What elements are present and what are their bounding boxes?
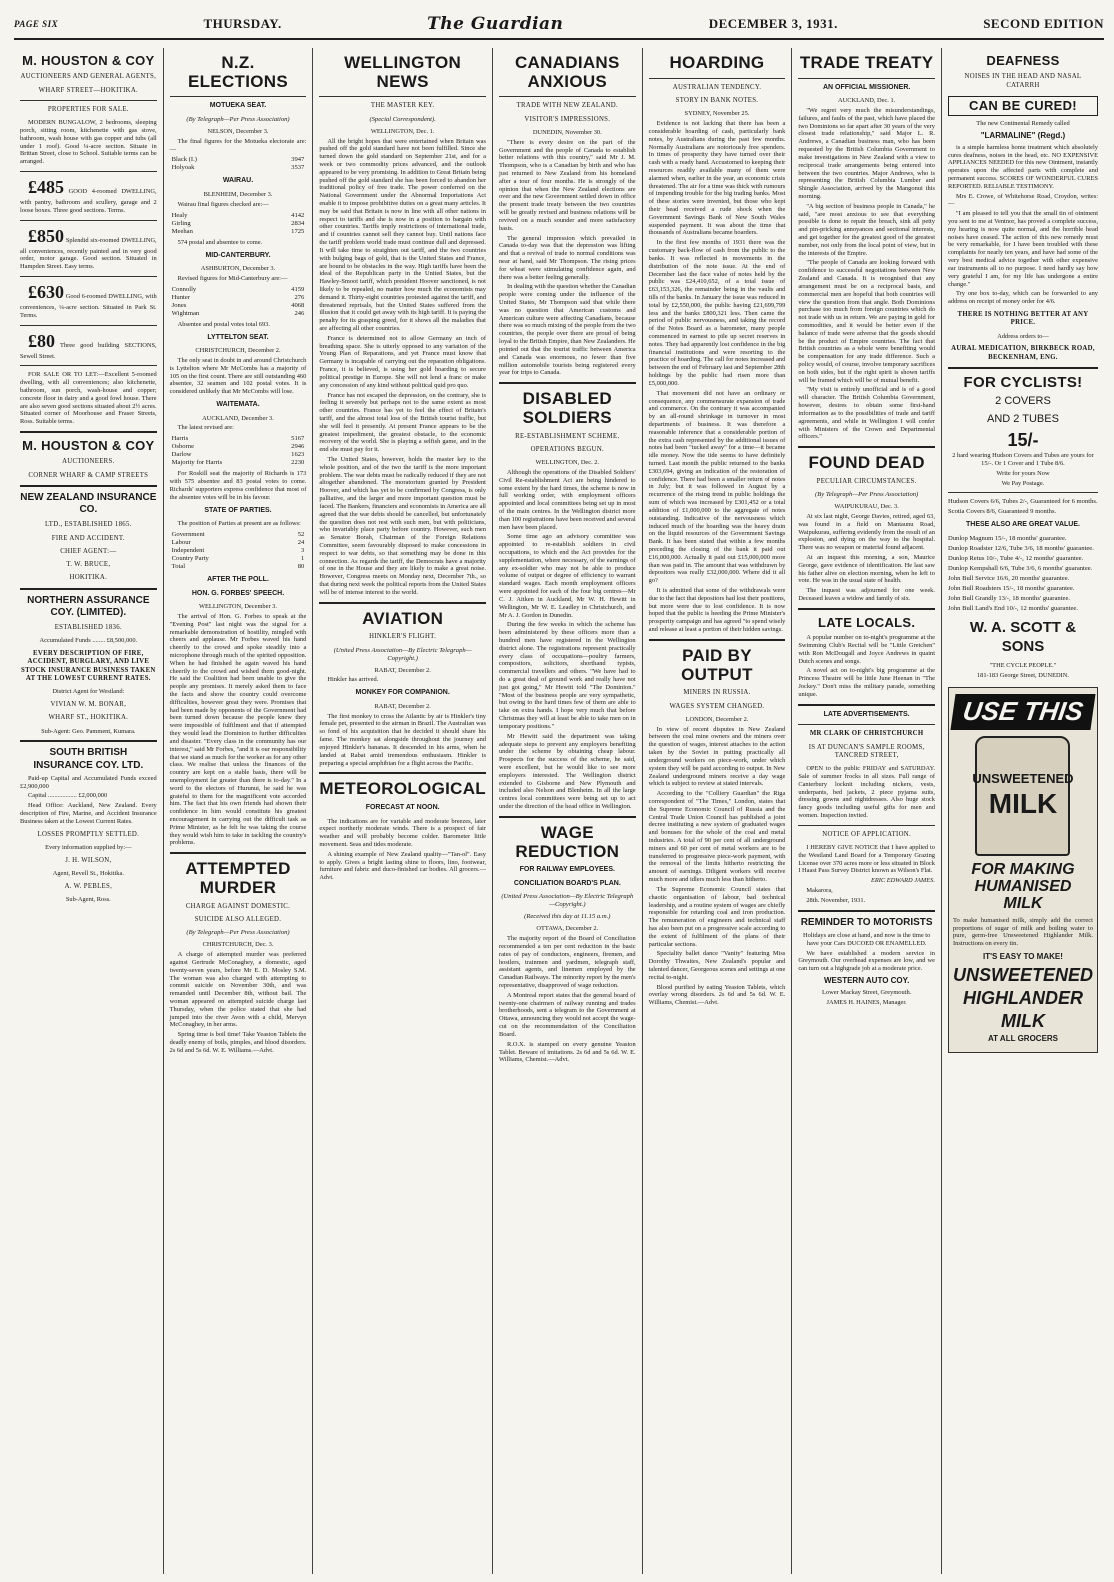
ad-cyclists: FOR CYCLISTS! 2 COVERS AND 2 TUBES 15/- 2 hard wearing Hudson Covers and Tubes are yours for 15/-. Or 1 Cover and 1 Tube 8/6. Write for yours Now We Pay Postage. Hudson Covers 6/6, Tubes 2/-, Guaranteed for 6 months. Scotia Covers 8/6, Guaranteed 9 months. THESE ALSO ARE GREAT VALUE. Dunlop Magnum 15/-, 18 months' guarantee. Dunlop Roadster 12/6, Tube 3/6, 18 months' guarantee. Dunlop Retus 10/-, Tube 4/-, 12 months' guarantee. Dunlop Kempshall 6/6, Tube 3/6, 6 months' guarantee. John Bull Service 16/6, 20 months' guarantee. John Bull Roadsters 15/-, 18 months' guarantee. John Bull Grandly 13/-, 18 months' guarantee. John Bull Land's End 10/-, 12 months' guarantee. W. A. SCOTT & SONS "THE CYCLE PEOPLE." 181-183 George Street, DUNEDIN. — [947, 373, 1098, 679]
candidate-name: Total — [171, 563, 186, 570]
vote-count: 1725 — [291, 227, 305, 235]
ad-south-british-title: SOUTH BRITISH INSURANCE COY. LTD. — [33, 747, 144, 771]
candidate-name: Holyoak — [171, 164, 195, 172]
candidate-name: Labour — [171, 538, 191, 546]
candidate-name: Harris — [171, 435, 189, 443]
candidate-name: Government — [171, 530, 205, 538]
results-row — [170, 164, 307, 172]
headline-attempted-murder: ATTEMPTED MURDER — [185, 859, 291, 897]
vote-count: 4159 — [291, 285, 305, 293]
vote-count: 276 — [294, 293, 305, 301]
vote-count: 246 — [294, 309, 305, 317]
milk-tin-icon: UNSWEETENED MILK — [975, 736, 1070, 856]
issue-day: THURSDAY. — [203, 16, 282, 32]
vote-count: 52 — [297, 530, 305, 538]
candidate-name: Black (I.) — [171, 156, 197, 164]
results-row — [170, 443, 307, 451]
results-row — [170, 539, 307, 547]
results-row — [170, 156, 307, 164]
candidate-name: Hunter — [171, 293, 190, 301]
headline-paid-by-output: PAID BY OUTPUT — [681, 645, 753, 684]
column-2: N.Z. ELECTIONS MOTUEKA SEAT. (By Telegraph—Per Press Association) NELSON, December 3. The final figures for the Motueka electorate are:— Black (I.) 3947 Holyoak 3537 WAIRAU. BLENHEIM, December 3. Wairau final figures checked are:— Healy 4142 Girling 2834 Meehan 1725 574 postal and absentee to come. MID-CANTERBURY. ASHBURTON, December 3. Revised figures for Mid-Canterbury are:— Connolly 4159 Hunter 276 Jones 4068 Wightman 246 Absentee and postal votes total 693. LYTTELTON SEAT. CHRISTCHURCH, December 2. The only seat in doubt in and around Christchurch is Lyttelton where Mr McCombs has a majority of 105 on the first count. There are still outstanding 460 absentee, 32 seamen and 102 postal votes. It is considered unlikely that Mr McCombs will lose. WAITEMATA. AUCKLAND, December 3. The latest revised are: Harris 5167 Osborne 2946 Darlow 1623 Majority for Harris 2230 For Roskill seat the majority of Richards is 173 with 575 absentee and 83 postal votes to come. Richards' supporters express confidence that most of the absentee votes will be in his favour. STATE OF PARTIES. The position of Parties at present are as follows: Government 52 Labour 24 Independent 3 Country Party 1 Total 80 AFTER THE POLL. HON. G. FORBES' SPEECH. WELLINGTON, December 3. The arrival of Hon. G. Forbes to speak at the "Evening Post" last night was the signal for a remarkable demonstration of hostility, mingled with cheers and applause. Mr Forbes waved his hand cheerily to the crowd and spoke steadily into a microphone through much of the spirited opposition. When he had finished he again waved his hand cheerily to the crowd and wished them good-night. He said the Coalition had been unable to give the people any promises. It merely asked them to face the facts and show the country could overcome difficulties, however great they were. Promises that had been made by opponents of the Government had been turned down because the people knew they were impossible of fulfilment and that if attempted they would lead the Dominion to further difficulties and disaster. "Every class in the community has our interest," said Mr Forbes, "and it is our responsibility that we stand as much for the worker as for any other class. We realise that unless the finances of the country are kept on a stable basis, there will be unemployment far greater than there is to-day." In a word to the electors of Hurunui, he said he was grateful to them for the magnificent vote accorded him. The fact that his own friends had shown their confidence in him would constitute his greatest encouragement in carrying out the difficult task as Prime Minister, as he felt he was taking the course they would wish him to take in tackling the country's problems. ATTEMPTED MURDER CHARGE AGAINST DOMESTIC. SUICIDE ALSO ALLEGED. (By Telegraph—Per Press Association) CHRISTCHURCH, Dec. 3. A charge of attempted murder was preferred against Gertrude McConaghey, a domestic, aged twenty-seven years, before Mr E. D. Mosley S.M. The woman was also charged with attempting to commit suicide on November 30th, and was remanded until December 8th, without bail. The woman appeared on attempted suicide charge last Thursday, when the police stated that she had jumped into the river Avon with a child, Mervyn McConaghey, in her arms. Spring time is boil time! Take Yeaston Tablets the deadly enemy of boils, pimples, and blood disorders. 2s 6d and 5s 6d. W. E. Williams.—Advt. — [164, 48, 314, 1574]
vote-count: 2230 — [291, 459, 305, 467]
results-row — [170, 451, 307, 459]
candidate-name: Majority for Harris — [171, 459, 223, 467]
results-table — [170, 531, 307, 571]
results-row — [170, 435, 307, 443]
column-4: CANADIANS ANXIOUS TRADE WITH NEW ZEALAND. VISITOR'S IMPRESSIONS. DUNEDIN, November 30. "There is every desire on the part of the Government and the people of Canada to establish better relations with this country," said Mr J. M. Thompson, who is a Canadian by birth and who has just returned to New Zealand from his homeland after a tour of four months. He is strongly of the opinion that when the New Zealand elections are over and the new Government settled down in office the present trade treaty between the two countries will be greatly revised and business relations will be revived on a much sounder and more satisfactory basis. The general impression which prevailed in Canada to-day was that the depression was lifting and that a revival of trade to normal conditions was near at hand, said Mr Thompson. The rising prices for wheat were stimulating confidence again, and there was a better feeling generally. In dealing with the question whether the Canadian people were coming under the influence of the United States, Mr Thompson said that while there was no question that American customs and American culture were affecting Canadians, because there was so much mixing of the people from the two countries, the people over there are proud of being loyal to the British Empire, than New Zealanders. He pointed out that the tourist traffic between America and Canada was enormous, no fewer than five million automobile tourists being registered every year for trips to Canada. DISABLED SOLDIERS RE-ESTABLISHMENT SCHEME. OPERATIONS BEGUN. WELLINGTON, Dec. 2. Although the operations of the Disabled Soldiers' Civil Re-establishment Act are being hindered to some extent by the hard times, the scheme is now in full working order, with employment officers appointed and local committees being set up in most of the main centres. In the Wellington district more than 100 registrations have been received and several men have been placed. Some time ago an advisory committee was appointed to re-establish soldiers in civil occupations, to which end the Act provides for the supplementation, where necessary, of the earnings of any ex-soldier who may not be able to produce volume of output or degree of efficiency to warrant standard wages. Each month employment officers were appointed for each of the four big centres—Mr C. J. Aitken in Auckland, Mr W. H. Hewitt in Wellington, Mr W. E. Leadley in Christchurch, and Mr A. J. Gordon in Dunedin. During the few weeks in which the scheme has been administered by these officers more than a hundred men have registered in the Wellington district alone. The registrations represent practically every class of occupations—poultry farmers, compositors, solicitors, shorthand typists, commercial travellers and others. "We have had to do a great deal of ground work and really have not just got going," Mr Hewitt told "The Dominion." "Most of the business people are very sympathetic, but owing to the hard times few of them are able to take on extra hands. I hope very much that before Christmas they will at least be able to take men on in temporary positions." Mr Hewitt said the department was taking adequate steps to prevent any employers benefiting under the scheme by obtaining cheap labour. Prospects for the success of the scheme, he said, were excellent, but he would like to see more employers interested. The Wellington district extended to Gisborne and New Plymouth and included also Nelson and Blenheim. In all the large centres local committees were being set up to act under the direction of the head office in Wellington. WAGE REDUCTION FOR RAILWAY EMPLOYEES. CONCILIATION BOARD'S PLAN. (United Press Association—By Electric Telegraph—Copyright.) (Received this day at 11.15 a.m.) OTTAWA, December 2. The majority report of the Board of Conciliation recommended a ten per cent reduction in the basic rates of pay of conductors, engineers, firemen, and hostlers, trainmen and yardmen, telegraph staff, assistant agents, and linemen employed by the Canadian Railways. The minority report by the men's representative, disapproved of wage reduction. A Montreal report states that the general board of twenty-one chairmen of railway running and trades brotherhoods, sent a telegram to the Government at Ottawa, announcing they would not accept the wage-cut on the recommendation of the Conciliation Board. R.O.X. is stamped on every genuine Yeaston Tablet. Beware of imitations. 2s 6d and 5s 6d. W. E. Williams, Chemist.—Advt. — [493, 48, 643, 1574]
edition-label: SECOND EDITION — [983, 16, 1104, 32]
headline-hoarding: HOARDING — [669, 53, 765, 72]
vote-count: 4068 — [291, 301, 305, 309]
property-listing: £485 GOOD 4-roomed DWELLING, with pantry, bathroom and scullery, garage and 2 loose boxes. Three good sections. Terms. — [20, 177, 157, 214]
headline-meteorological: METEOROLOGICAL — [319, 779, 486, 799]
property-price: £630 — [28, 281, 64, 302]
notice-application: I HEREBY GIVE NOTICE that I have applied to the Westland Land Board for a Temporary Grazing License over 370 acres more or less situated in Block I Haast Pass Survey District known as Wilson's Flat. — [798, 844, 935, 875]
results-row — [170, 302, 307, 310]
candidate-name: Healy — [171, 211, 188, 219]
page-number: PAGE SIX — [14, 18, 59, 29]
results-row — [170, 531, 307, 539]
ad-houston-title-2: M. HOUSTON & COY — [22, 438, 155, 454]
ad-highlander-milk: USE THIS UNSWEETENED MILK FOR MAKING HUMANISED MILK To make humanised milk, simply add the correct proportions of sugar of milk and boiling water to pure, germ-free Unsweetened Highlander Milk. Instructions on every tin. IT'S EASY TO MAKE! UNSWEETENED HIGHLANDER MILK AT ALL GROCERS — [948, 687, 1098, 1053]
vote-count: 80 — [297, 563, 305, 570]
results-row — [170, 310, 307, 318]
property-listing: FOR SALE OR TO LET:—Excellent 5-roomed dwelling, with all conveniences; also kitchenette, bathroom, sun porch, wash-house and copper; concrete floor in dairy and a good fowl house. There are also seven good sections situated about 2½ acres. Situated corner of Moorhouse and Fraser Streets, Ross. Suitable terms. — [20, 371, 157, 426]
headline-nz-elections: N.Z. ELECTIONS — [187, 53, 288, 91]
property-price: £850 — [28, 225, 64, 246]
paper-title: The Guardian — [427, 13, 564, 34]
candidate-name: Osborne — [171, 443, 194, 451]
column-1: M. HOUSTON & COY AUCTIONEERS AND GENERAL AGENTS, WHARF STREET—HOKITIKA. PROPERTIES FOR SALE. MODERN BUNGALOW, 2 bedrooms, sleeping porch, sitting room, kitchenette with gas stove, bathroom, wash house with gas copper and tubs (all under 1 roof). Good ¼-acre section. Situate in Brittan Street, close to School. Suitable terms can be arranged. £485 GOOD 4-roomed DWELLING, with pantry, bathroom and scullery, garage and 2 loose boxes. Three good sections. Terms. £850 Splendid six-roomed DWELLING, all conveniences, recently painted and in very good order, motor garage. Good section. Situated in Hampden Street. Easy terms. £630 Good 6-roomed DWELLING, with conveniences, ¼-acre section. Situated in Park St. Terms. £80 Three good building SECTIONS, Sewell Street. FOR SALE OR TO LET:—Excellent 5-roomed dwelling, with all conveniences; also kitchenette, bathroom, sun porch, wash-house and copper; concrete floor in dairy and a good fowl house. There are also seven good sections situated about 2½ acres. Situated corner of Moorhouse and Fraser Streets, Ross. Suitable terms. M. HOUSTON & COY AUCTIONEERS. CORNER WHARF & CAMP STREETS NEW ZEALAND INSURANCE CO. LTD., ESTABLISHED 1865. FIRE AND ACCIDENT. CHIEF AGENT:— T. W. BRUCE, HOKITIKA. NORTHERN ASSURANCE COY. (LIMITED). ESTABLISHED 1836. Accumulated Funds ........ £8,500,000. EVERY DESCRIPTION OF FIRE, ACCIDENT, BURGLARY, AND LIVE STOCK INSURANCE BUSINESS TAKEN AT THE LOWEST CURRENT RATES. District Agent for Westland: VIVIAN W. M. BONAR, WHARF ST., HOKITIKA. Sub-Agent: Geo. Pamment, Kumara. SOUTH BRITISH INSURANCE COY. LTD. Paid-up Capital and Accumulated Funds exceed £2,900,000 Capital .................. £2,000,000 Head Office: Auckland, New Zealand. Every description of Fire, Marine, and Accident Insurance Business taken at the Lowest Current Rates. LOSSES PROMPTLY SETTLED. Every information supplied by:— J. H. WILSON, Agent, Revell St., Hokitika. A. W. PEBLES, Sub-Agent, Ross. — [14, 48, 164, 1574]
headline-late-locals: LATE LOCALS. — [818, 614, 916, 630]
results-row — [170, 459, 307, 467]
results-row — [170, 294, 307, 302]
headline-wellington-news: WELLINGTON NEWS — [344, 53, 462, 91]
results-row — [170, 555, 307, 563]
property-price: £485 — [28, 177, 64, 198]
headline-aviation: AVIATION — [362, 608, 444, 628]
candidate-name: Country Party — [171, 554, 209, 562]
vote-count: 3 — [301, 546, 305, 554]
property-price: £80 — [28, 330, 55, 351]
headline-disabled-soldiers: DISABLED SOLDIERS — [522, 389, 612, 427]
vote-count: 2946 — [291, 443, 305, 451]
results-table — [170, 156, 307, 172]
vote-count: 2834 — [291, 219, 305, 227]
column-5: HOARDING AUSTRALIAN TENDENCY. STORY IN BANK NOTES. SYDNEY, November 25. Evidence is not lacking that there has been a considerable hoarding of cash, particularly bank notes, by Australians during the past few months. Normally Australians are notoriously free spenders. In times of prosperity they have turned over their cash with a ready hand. Accustomed to keeping their resources readily available many of them were alarmed when, earlier in the year, an economic crisis threatened. The air for a time was thick with rumours of impending trouble for the big trading banks. Most of these stories were invented, but those who kept their head received a rude shock when the Government Savings Bank of New South Wales suspended payment. It was about the time that thousands of Australians became hoarders. In the first few months of 1931 there was the customary back-flow of cash from the public to the banks. It was reflected in movements in the distribution of the note issue. At the end of December last the face value of notes held by the public was £24,410,652, of a total issue of £63,153,326, the remainder being in the vaults and tills of the banks. In January the issue was reduced in total by £2,550,000, the public having £21,699,799 less and the banks £800,321 less. Then came the period of public nervousness, and taking the record of the Notes Board as a barometer, many people commenced in earnest to pile up secret reserves in notes. They had apparently lost confidence in the big financial institutions and were resorting to the practice of hoarding. The call for notes increased and between the end of February last and September 28th holdings by the public had risen more than £5,000,000. That movement did not have an ordinary or consequence, any commensurate expansion of trade and commerce. On the contrary it was accompanied by an all-round shrinkage in turnover in most departments of business. It was therefore a reasonable inference that a considerable portion of the extra cash represented by the additional issues of notes had been "tucked away" for a time—it became idle money. Now the tide seems to have definitely turned. Last month the public returned to the banks £303,694, giving an indication of the restoration of confidence. There had been a smaller return of notes in July; but it was followed in August by a recurrence of the rising trend in public holdings the sum of which was increased by £301,452 or a total addition of £1,000,000 to the aggregate of notes outstanding. Indicative of the nervousness which induced much of the hoarding was the heavy drain on the liquid resources of the Government Savings Bank. It has been stated that within a few months preceding the closing of the bank it paid out £16,000,000. Actually it paid out £15,000,000 more than was paid in. The amount that was withdrawn by depositors was really £32,000,000. Where did it all go? It is admitted that some of the withdrawals were due to the fact that depositors had lost their positions, but more were due to lost confidence. It is now hoped that the public is heeding the Prime Minister's prosperity campaign and has agreed "to spend wisely and release at least a portion of their hidden savings. PAID BY OUTPUT MINERS IN RUSSIA. WAGES SYSTEM CHANGED. LONDON, December 2. In view of recent disputes in New Zealand between the coal mine owners and the miners over the question of wages, interest attaches to the action taken by the Soviet in putting practically all underground workers on piece-work, under which system they will be paid according to output. In New Zealand underground miners receive a day wage which is subject to review at stated intervals. According to the "Colliery Guardian" the Riga correspondent of "The Times," London, states that the Supreme Economic Council of Russia and the Central Trade Union Council has published a joint decree instituting a new system of graduated wages and bonuses for the whole of the coal and metal industries. A total of 90 per cent of all underground miners and 60 per cent of metal workers are to be transferred to progressive piece-work payment, with the removal of the limits hitherto restricting the amount of earnings. Diligent workers will receive much more and idlers much less than hitherto. The Supreme Economic Council states that chaotic organisation of labour, bad technical leadership, and a routine system of wages are chiefly responsible for retarding coal and iron production. The remuneration of engineers and technical staff has also been put on a progressive scale according to the extent of fulfilment of the plans of their particular sections. Speciality ballet dance "Vanity" featuring Miss Dorothy Thwaites, New Zealand's popular and talented dancer, Georgeous scenes and settings at one recital to-night. Blood purified by eating Yeaston Tablets, which overlay wrong disorders. 2s 6d and 5s 6d. W. E. Williams, Chemist.—Advt. — [643, 48, 793, 1574]
vote-count: 1 — [301, 554, 305, 562]
ad-houston-title: M. HOUSTON & COY — [22, 53, 155, 68]
issue-date: DECEMBER 3, 1931. — [708, 16, 838, 32]
results-table — [170, 435, 307, 467]
ad-motorists-title: REMINDER TO MOTORISTS — [800, 916, 933, 928]
ad-houston-address: WHARF STREET—HOKITIKA. — [38, 86, 139, 94]
property-listing: £80 Three good building SECTIONS, Sewell Street. — [20, 330, 157, 360]
results-row — [170, 212, 307, 220]
candidate-name: Girling — [171, 219, 191, 227]
column-7: DEAFNESS NOISES IN THE HEAD AND NASAL CATARRH CAN BE CURED! The new Continental Remedy called "LARMALINE" (Regd.) is a simple harmless home treatment which absolutely cures deafness, noises in the head, etc. NO EXPENSIVE APPLIANCES NEEDED for this new Ointment, instantly operates upon the affected parts with complete and permanent success. SCORES OF WONDERFUL CURES REPORTED. RELIABLE TESTIMONY. Mrs E. Crowe, of Whitehorse Road, Croydon, writes:— "I am pleased to tell you that the small tin of ointment you sent to me at Ventnor, has proved a complete success, my hearing is now quite normal, and the horrible head noises have ceased. The action of this new remedy must be very remarkable, for I have been troubled with these complaints for nearly ten years, and have had some of the very best medical advice together with other expensive ear instruments all to no purpose. I need hardly say how very grateful I am, for my life has undergone a entire change." Try one box to-day, which can be forwarded to any address on receipt of money order for 4/6. THERE IS NOTHING BETTER AT ANY PRICE. Address orders to— AURAL MEDICATION, BIRKBECK ROAD, BECKENHAM, ENG. FOR CYCLISTS! 2 COVERS AND 2 TUBES 15/- 2 hard wearing Hudson Covers and Tubes are yours for 15/-. Or 1 Cover and 1 Tube 8/6. Write for yours Now We Pay Postage. Hudson Covers 6/6, Tubes 2/-, Guaranteed for 6 months. Scotia Covers 8/6, Guaranteed 9 months. THESE ALSO ARE GREAT VALUE. Dunlop Magnum 15/-, 18 months' guarantee. Dunlop Roadster 12/6, Tube 3/6, 18 months' guarantee. Dunlop Retus 10/-, Tube 4/-, 12 months' guarantee. Dunlop Kempshall 6/6, Tube 3/6, 6 months' guarantee. John Bull Service 16/6, 20 months' guarantee. John Bull Roadsters 15/-, 18 months' guarantee. John Bull Grandly 13/-, 18 months' guarantee. John Bull Land's End 10/-, 12 months' guarantee. W. A. SCOTT & SONS "THE CYCLE PEOPLE." 181-183 George Street, DUNEDIN. USE THIS UNSWEETENED MILK FOR MAKING HUMANISED MILK To make humanised milk, simply add the correct proportions of sugar of milk and boiling water to pure, germ-free Unsweetened Highlander Milk. Instructions on every tin. IT'S EASY TO MAKE! UNSWEETENED HIGHLANDER MILK AT ALL GROCERS — [942, 48, 1104, 1574]
ad-nz-insurance-title: NEW ZEALAND INSURANCE CO. — [20, 491, 157, 516]
column-3: WELLINGTON NEWS THE MASTER KEY. (Special Correspondent). WELLINGTON, Dec. 1. All the bright hopes that were entertained when Britain was pushed off the gold standard have not been fulfilled. Since she turned down the gold standard on September 21st, and for a week or two commodity prices advanced, and the outlook appeared to be very promising. In addition to Great Britain being pushed off the gold standard she has been forced to abandon her traditional policy of free trade. The power conferred on the National Government under the Abnormal Importations Act enable it to impose prohibitive duties on a great many articles. It may be said that Britain is now in line with all other nations in respect to tariffs and she is now in a position to bargain with other countries. Tariffs imply restrictions of international trade, and if countries cannot sell they cannot buy. Until nations face the tariff problem world trade must continue dull and depressed. It will take time to straighten out tariff, and the two countries with bulging bags of gold, that is the United States and France, are bound to be obstacles in the way. High tariffs have been the ideal of the Republican party in the United States, but the Hawley-Smoot tariff, which president Hoover sanctioned, is not likely to be repealed, no matter how much the economists may demand it. Thirty-eight countries protested against the tariff, and threatened reprisals, but the United States suffered from the illusion that it could get away with its high tariff. It is paying the penalty for its grasping greed, for it shows all the maladies that are affecting all other countries. France is determined not to allow Germany an inch of breathing space. She is utterly opposed to any variation of the Young Plan of Reparations, and yet France must know that Germany is incapable of carrying out the reparation obligations. France, it is believed, is using her gold hoarding to secure political prestige in Europe. She will not lend a franc or make any concession of any kind without political quid pro quo. France has not escaped the depression, on the contrary, she is feeling it severely but perhaps not to the same extent as most other countries. France has yet to feel the effect of Britain's tariff, and the almost total loss of the British tourist traffic, but she will feel it presently. At present France appears to be the greatest impediment, the greatest obstacle, to the economic recovery of the world. She is playing a selfish game, and in the end she must pay for it. The United States, however, holds the master key to the whole position, and of the two the tariff is the more important problem. The war debts must be radically reduced if they are not altogether abandoned. The moratorium granted by President Hoover, and which has yet to be confirmed by Congress, is only palliative, and the larger and more important question must be faced. The Bankers, financiers and economists in America are all agreed that the war debts should be cancelled, but unfortunately the question does not rest with such men, but with politicians, who invariably place party before country. However, such men as Senator Borah, Chairman of the Foreign Relations Committee, seem favourably disposed to make concessions in respect to war debts, so that something may be done in this connection. As regards the tariff, the Democrats have a majority of one in the House and they are likely to make a great noise. However, Congress meets on Monday next, December 7th., so that during next week the political reports from the United States will be of intense interest to the world. AVIATION HINKLER'S FLIGHT. (United Press Association—By Electric Telegraph—Copyright.) RABAT, December 2. Hinkler has arrived. MONKEY FOR COMPANION. RABAT, December 2. The first monkey to cross the Atlantic by air is Hinkler's tiny female pet, presented to the airman in Brazil. The Australian was so fond of his acquisition that he decided it should share his fame. The monkey sat alongside throughout the journey and enjoyed Hinkler's bananas. It descended in his arms, when he landed at Rabat amid tremendous enthusiasm. Hinkler is preparing a special amphibian for a flight across the Pacific. METEOROLOGICAL FORECAST AT NOON. The indications are for variable and moderate breezes, later expect northerly moderate winds. There is a prospect of fair weather and will probably become colder. Barometer little movement. Seas and tides moderate. A shining example of New Zealand quality—"Tan-ol". Easy to apply. Gives a bright lasting shine to floors, lino, footwear, furniture and fabric and duco-finished car bodies. All grocers.—Advt. — [313, 48, 493, 1574]
headline-found-dead: FOUND DEAD — [808, 453, 925, 473]
ad-houston-sub: AUCTIONEERS AND GENERAL AGENTS, — [20, 73, 157, 81]
vote-count: 24 — [297, 538, 305, 546]
candidate-name: Darlow — [171, 451, 192, 459]
vote-count: 3947 — [291, 156, 305, 164]
results-table — [170, 286, 307, 318]
ad-clark: MR CLARK OF CHRISTCHURCH — [809, 730, 924, 738]
results-row — [170, 286, 307, 294]
property-listing: £850 Splendid six-roomed DWELLING, all conveniences, recently painted and in very good order, motor garage. Good section. Situated in Hampden Street. Easy terms. — [20, 225, 157, 271]
candidate-name: Independent — [171, 546, 205, 554]
properties-heading: PROPERTIES FOR SALE. — [47, 105, 129, 113]
results-table — [170, 212, 307, 236]
vote-count: 4142 — [291, 211, 305, 219]
results-row — [170, 547, 307, 555]
vote-count: 1623 — [291, 451, 305, 459]
results-row — [170, 228, 307, 236]
page-columns — [14, 48, 1104, 1574]
vote-count: 3537 — [291, 164, 305, 172]
vote-count: 5167 — [291, 435, 305, 443]
candidate-name: Connolly — [171, 285, 197, 293]
column-6: TRADE TREATY AN OFFICIAL MISSIONER. AUCKLAND, Dec. 1. "We regret very much the misunderstandings, failures, and faults of the past, which have placed the two Dominions so far apart after 30 years of the very closest trade relationship," said Major L. R. Andrews, a Canadian business man, who has been requested by the British Columbia Government to make investigations in New Zealand with a view to reciprocal trade arrangements being entered into between the two countries. Major Andrews, who is representing the British Columbia Lumber and Shingle Association, arrived by the Mangonui this morning. "A big section of business people in Canada," he said, "are most anxious to see that everything possible is done to repair the breach, sink all petty and pin-pricking annoyances and sectional interests, and get together for the greatest good of the greatest number, not only from the local point of view, but in the interests of the Empire. "The people of Canada are looking forward with confidence to successful negotiations between New Zealand and Canada. It is recognised that any arrangement must be on a reciprocal basis, and commercial men are hopeful that both countries will view the question from that angle. Both Dominions purchase too much from foreign countries which do not trade with us in return. We are paying in gold for commodities, and it would be better even if the balance of trade were adverse that the goods should be the product of Empire countries. The fact that British countries as a whole were benefiting would be compensation for any trade difference. Such a policy would, of course, involve temporary sacrifices on both sides, but if the right spirit is shown tariffs will be framed which will be of mutual benefit. "My visit is entirely unofficial and is of a good will character. The British Columbia Government, however, desires to obtain some first-hand information as to the possibilities of trade and tariff agreements, and while in Wellington I will confer with Ministers of the Crown and Departmental officers." FOUND DEAD PECULIAR CIRCUMSTANCES. (By Telegraph—Per Press Association) WAIPUKURAU, Dec. 3. At six last night, George Davies, retired, aged 63, was found in a field on Mantaunu Road, Waipukurau, suffering evidently from the result of an explosion, and dying on the way to the hospital. There was no weapon or material found adjacent. At an inquest this morning, a son, Maurice George, gave evidence of identification. He last saw his father alive on election morning, when he left to vote. He was in the usual state of health. The inquest was adjourned for one week. Deceased leaves a widow and family of six. LATE LOCALS. A popular number on to-night's programme at the Swimming Club's Recital will be "Little Gretchen" with Ron McDougall and Joyce Andrews in quaint Dutch scenes and songs. A novel act on to-night's big programme at the Princess Theatre will be little June Heenan in "The Jockey." Don't miss the military parade, something unique. LATE ADVERTISEMENTS. MR CLARK OF CHRISTCHURCH IS AT DUNCAN'S SAMPLE ROOMS, TANCRED STREET, OPEN to the public FRIDAY and SATURDAY. Sale of summer frocks in all sizes. Full range of Canterbury locknit including nickers, vests, underpants, bed jackets, 2 piece pyjama suits, dressing gowns and nightdresses. Also huge stock fancy goods including useful gifts for men and women. Inspection invited. NOTICE OF APPLICATION. I HEREBY GIVE NOTICE that I have applied to the Westland Land Board for a Temporary Grazing License over 370 acres more or less situated in Block I Haast Pass Survey District known as Wilson's Flat. ERIC EDWARD JAMES. Makarora, 28th. November, 1931. REMINDER TO MOTORISTS Holidays are close at hand, and now is the time to have your Cars DUCOED OR ENAMELLED. We have established a modern service in Greymouth. Our overhead expenses are low, and we can turn out a highgrade job at a moderate price. WESTERN AUTO COY. Lower Mackay Street, Greymouth. JAMES H. HAINES, Manager. — [792, 48, 942, 1574]
headline-wage-reduction: WAGE REDUCTION — [515, 822, 620, 861]
masthead — [14, 10, 1104, 40]
headline-canadians-anxious: CANADIANS ANXIOUS — [514, 53, 620, 91]
property-listing: MODERN BUNGALOW, 2 bedrooms, sleeping porch, sitting room, kitchenette with gas stove, bathroom, wash house with gas copper and tubs (all under 1 roof). Good ¼-acre section. Situate in Brittan Street, close to School. Suitable terms can be arranged. — [20, 119, 157, 166]
results-row — [170, 220, 307, 228]
results-row — [170, 563, 307, 571]
ad-deafness-title: DEAFNESS — [986, 53, 1060, 68]
candidate-name: Wightman — [171, 309, 200, 317]
ad-northern-assurance-title: NORTHERN ASSURANCE COY. (LIMITED). — [27, 594, 150, 618]
candidate-name: Meehan — [171, 227, 193, 235]
headline-trade-treaty: TRADE TREATY — [799, 53, 934, 72]
property-listing: £630 Good 6-roomed DWELLING, with conveniences, ¼-acre section. Situated in Park St. Terms. — [20, 281, 157, 319]
candidate-name: Jones — [171, 301, 187, 309]
